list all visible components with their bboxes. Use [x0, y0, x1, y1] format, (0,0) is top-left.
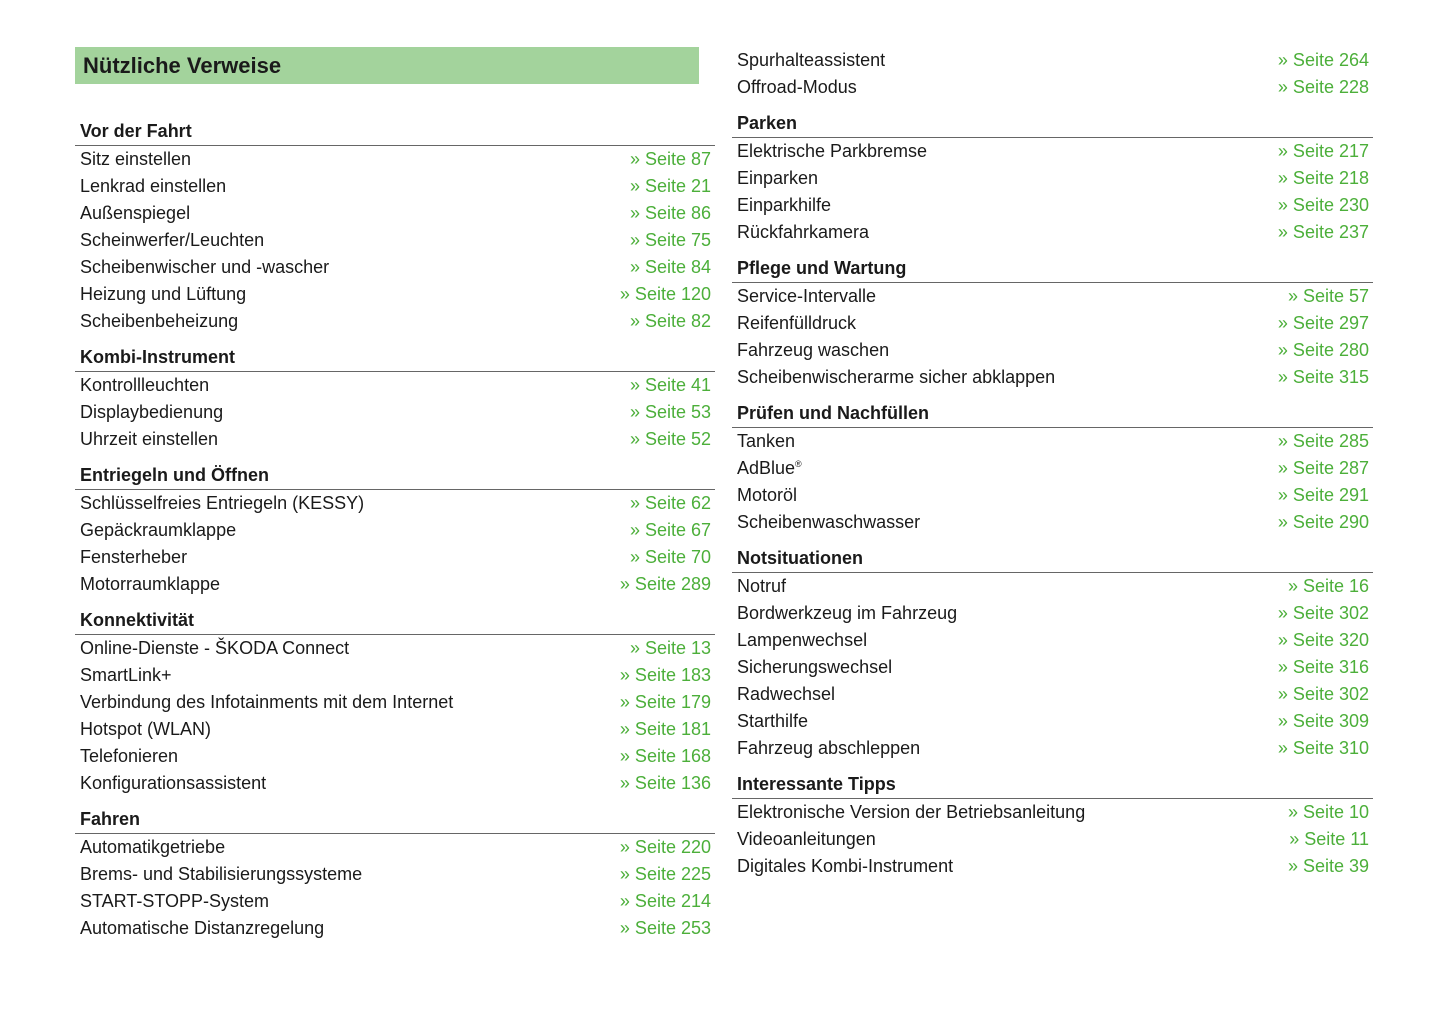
page-reference-link[interactable]: » Seite 52	[629, 429, 711, 449]
section-heading: Vor der Fahrt	[75, 118, 715, 146]
reference-row	[75, 146, 715, 173]
section-heading: Prüfen und Nachfüllen	[732, 400, 1373, 428]
reference-row	[732, 708, 1373, 735]
reference-row	[75, 571, 715, 598]
reference-label	[80, 173, 226, 200]
reference-label-text: Automatische Distanzregelung	[80, 918, 325, 938]
section-heading: Pflege und Wartung	[732, 255, 1373, 283]
reference-label-text: Starthilfe	[737, 711, 809, 731]
reference-label	[737, 735, 920, 762]
reference-label-text: Online-Dienste - ŠKODA Connect	[80, 638, 350, 658]
page-reference-link[interactable]: » Seite 183	[619, 665, 711, 685]
page-reference-link[interactable]: » Seite 302	[1277, 603, 1369, 623]
reference-label-text: Sicherungswechsel	[737, 657, 893, 677]
reference-label	[80, 544, 187, 571]
reference-row	[732, 47, 1373, 74]
reference-label-text: Scheibenwischer und -wascher	[80, 257, 330, 277]
reference-row	[732, 600, 1373, 627]
reference-label-text: Uhrzeit einstellen	[80, 429, 219, 449]
page-reference-link[interactable]: » Seite 280	[1277, 340, 1369, 360]
reference-row	[732, 482, 1373, 509]
reference-row	[732, 799, 1373, 826]
page-reference-link[interactable]: » Seite 220	[619, 837, 711, 857]
reference-row	[732, 826, 1373, 853]
reference-label-text: Lenkrad einstellen	[80, 176, 227, 196]
reference-row	[75, 770, 715, 797]
reference-label	[80, 426, 218, 453]
section-heading: Parken	[732, 110, 1373, 138]
page-reference-link[interactable]: » Seite 84	[629, 257, 711, 277]
page-reference-link[interactable]: » Seite 228	[1277, 77, 1369, 97]
reference-row	[75, 544, 715, 571]
reference-label-text: Gepäckraumklappe	[80, 520, 237, 540]
reference-row	[75, 372, 715, 399]
reference-row	[75, 861, 715, 888]
reference-label	[737, 364, 1055, 391]
reference-label	[737, 74, 857, 101]
page-reference-link[interactable]: » Seite 75	[629, 230, 711, 250]
reference-label-text: Konfigurationsassistent	[80, 773, 267, 793]
page-reference-link[interactable]: » Seite 21	[629, 176, 711, 196]
reference-label-text: Motorraumklappe	[80, 574, 221, 594]
reference-label-text: Telefonieren	[80, 746, 179, 766]
reference-label	[737, 826, 876, 853]
reference-label-text: Rückfahrkamera	[737, 222, 870, 242]
reference-row	[75, 635, 715, 662]
reference-row	[75, 662, 715, 689]
reference-label	[737, 600, 957, 627]
reference-row	[732, 627, 1373, 654]
reference-label-text: Sitz einstellen	[80, 149, 192, 169]
reference-label	[737, 219, 869, 246]
reference-label-text: Motoröl	[737, 485, 798, 505]
reference-label-text: Kontrollleuchten	[80, 375, 210, 395]
reference-row	[732, 138, 1373, 165]
page-reference-link[interactable]: » Seite 179	[619, 692, 711, 712]
reference-label-text: Offroad-Modus	[737, 77, 857, 97]
page-reference-link[interactable]: » Seite 315	[1277, 367, 1369, 387]
section-heading: Fahren	[75, 806, 715, 834]
reference-label-text: AdBlue	[737, 458, 796, 478]
page-reference-link[interactable]: » Seite 136	[619, 773, 711, 793]
reference-row	[75, 490, 715, 517]
reference-row	[75, 254, 715, 281]
reference-label-text: Digitales Kombi-Instrument	[737, 856, 954, 876]
reference-label	[737, 165, 818, 192]
reference-label	[80, 770, 266, 797]
section-heading: Notsituationen	[732, 545, 1373, 573]
reference-label-text: Spurhalteassistent	[737, 50, 886, 70]
page-reference-link[interactable]: » Seite 11	[1289, 829, 1369, 849]
reference-row	[732, 735, 1373, 762]
reference-label	[80, 834, 225, 861]
reference-row	[732, 455, 1373, 482]
reference-label-text: Scheibenbeheizung	[80, 311, 239, 331]
reference-label	[737, 853, 953, 880]
reference-label	[80, 227, 264, 254]
page-reference-link[interactable]: » Seite 287	[1277, 458, 1369, 478]
page-reference-link[interactable]: » Seite 13	[629, 638, 711, 658]
page-reference-link[interactable]: » Seite 41	[629, 375, 711, 395]
reference-row	[732, 681, 1373, 708]
reference-label-text: Displaybedienung	[80, 402, 224, 422]
reference-row	[75, 426, 715, 453]
reference-label	[80, 399, 223, 426]
page-reference-link[interactable]: » Seite 237	[1277, 222, 1369, 242]
reference-row	[75, 743, 715, 770]
reference-label	[80, 490, 364, 517]
reference-label	[737, 627, 867, 654]
reference-label	[737, 428, 795, 455]
page-reference-link[interactable]: » Seite 214	[619, 891, 711, 911]
page-reference-link[interactable]: » Seite 225	[619, 864, 711, 884]
reference-row	[75, 200, 715, 227]
reference-row	[732, 219, 1373, 246]
reference-label	[80, 888, 269, 915]
reference-label-text: Bordwerkzeug im Fahrzeug	[737, 603, 958, 623]
reference-label	[737, 47, 885, 74]
right-column	[732, 47, 1373, 880]
reference-label	[80, 200, 190, 227]
reference-label-text: Radwechsel	[737, 684, 836, 704]
page-reference-link[interactable]: » Seite 264	[1277, 50, 1369, 70]
reference-row	[75, 308, 715, 335]
page-reference-link[interactable]: » Seite 70	[629, 547, 711, 567]
reference-label	[80, 743, 178, 770]
page-reference-link[interactable]: » Seite 120	[619, 284, 711, 304]
reference-row	[75, 689, 715, 716]
page-reference-link[interactable]: » Seite 297	[1277, 313, 1369, 333]
reference-label-text: Notruf	[737, 576, 787, 596]
reference-label-text: Außenspiegel	[80, 203, 191, 223]
reference-label-text: Hotspot (WLAN)	[80, 719, 212, 739]
reference-label-text: Tanken	[737, 431, 796, 451]
reference-label	[80, 254, 329, 281]
reference-label	[80, 662, 172, 689]
page-reference-link[interactable]: » Seite 39	[1287, 856, 1369, 876]
reference-label-text: Schlüsselfreies Entriegeln (KESSY)	[80, 493, 365, 513]
reference-row	[732, 654, 1373, 681]
reference-row	[732, 192, 1373, 219]
section-heading: Interessante Tipps	[732, 771, 1373, 799]
reference-label-text: Heizung und Lüftung	[80, 284, 247, 304]
reference-label-text: Elektrische Parkbremse	[737, 141, 928, 161]
reference-label	[737, 337, 889, 364]
page-reference-link[interactable]: » Seite 320	[1277, 630, 1369, 650]
reference-label	[737, 509, 920, 536]
page-reference-link[interactable]: » Seite 10	[1287, 802, 1369, 822]
registered-mark: ®	[795, 459, 802, 469]
reference-label-text: START-STOPP-System	[80, 891, 270, 911]
page-reference-link[interactable]: » Seite 309	[1277, 711, 1369, 731]
reference-label-text: Reifenfülldruck	[737, 313, 857, 333]
reference-label	[737, 283, 876, 310]
reference-label	[80, 146, 191, 173]
reference-label	[737, 310, 856, 337]
reference-row	[732, 165, 1373, 192]
page-reference-link[interactable]: » Seite 285	[1277, 431, 1369, 451]
page-reference-link[interactable]: » Seite 230	[1277, 195, 1369, 215]
reference-label-text: Einparken	[737, 168, 819, 188]
reference-row	[75, 915, 715, 942]
page-reference-link[interactable]: » Seite 168	[619, 746, 711, 766]
page-reference-link[interactable]: » Seite 217	[1277, 141, 1369, 161]
page-reference-link[interactable]: » Seite 82	[629, 311, 711, 331]
reference-row	[732, 310, 1373, 337]
reference-label-text: Brems- und Stabilisierungssysteme	[80, 864, 363, 884]
reference-label-text: Fahrzeug waschen	[737, 340, 890, 360]
left-column	[75, 47, 715, 942]
reference-row	[75, 227, 715, 254]
page-reference-link[interactable]: » Seite 310	[1277, 738, 1369, 758]
reference-row	[732, 573, 1373, 600]
reference-label	[737, 708, 808, 735]
reference-label-text: Scheibenwischerarme sicher abklappen	[737, 367, 1056, 387]
reference-row	[732, 853, 1373, 880]
reference-label	[80, 571, 220, 598]
page-reference-link[interactable]: » Seite 289	[619, 574, 711, 594]
reference-row	[732, 283, 1373, 310]
reference-row	[732, 428, 1373, 455]
reference-row	[75, 888, 715, 915]
reference-label	[737, 799, 1085, 826]
section-heading: Konnektivität	[75, 607, 715, 635]
reference-label-text: Automatikgetriebe	[80, 837, 226, 857]
reference-label-text: Fahrzeug abschleppen	[737, 738, 921, 758]
reference-label	[80, 517, 236, 544]
reference-label-text: Videoanleitungen	[737, 829, 876, 849]
section-heading: Kombi-Instrument	[75, 344, 715, 372]
reference-row	[75, 517, 715, 544]
reference-row	[732, 337, 1373, 364]
page-reference-link[interactable]: » Seite 302	[1277, 684, 1369, 704]
page-reference-link[interactable]: » Seite 181	[619, 719, 711, 739]
section-heading: Entriegeln und Öffnen	[75, 462, 715, 490]
reference-label-text: Scheibenwaschwasser	[737, 512, 921, 532]
page-reference-link[interactable]: » Seite 316	[1277, 657, 1369, 677]
reference-row	[75, 834, 715, 861]
reference-row	[75, 281, 715, 308]
page-reference-link[interactable]: » Seite 16	[1287, 576, 1369, 596]
reference-label-text: Service-Intervalle	[737, 286, 877, 306]
page-reference-link[interactable]: » Seite 53	[629, 402, 711, 422]
reference-label	[737, 138, 927, 165]
reference-row	[75, 173, 715, 200]
page-reference-link[interactable]: » Seite 253	[619, 918, 711, 938]
reference-label	[80, 716, 211, 743]
reference-label	[737, 681, 835, 708]
page-title: Nützliche Verweise	[83, 52, 282, 78]
reference-label	[737, 573, 786, 600]
reference-label	[80, 915, 324, 942]
reference-label	[737, 482, 797, 509]
reference-row	[75, 716, 715, 743]
reference-label-text: Lampenwechsel	[737, 630, 868, 650]
page-reference-link[interactable]: » Seite 87	[629, 149, 711, 169]
reference-label	[80, 689, 453, 716]
reference-row	[732, 74, 1373, 101]
reference-row	[732, 509, 1373, 536]
reference-label-text: Verbindung des Infotainments mit dem Internet	[80, 692, 454, 712]
page-reference-link[interactable]: » Seite 290	[1277, 512, 1369, 532]
reference-label	[737, 192, 831, 219]
reference-label-text: Fensterheber	[80, 547, 188, 567]
reference-label-text: SmartLink+	[80, 665, 172, 685]
reference-label	[80, 372, 209, 399]
page-reference-link[interactable]: » Seite 67	[629, 520, 711, 540]
reference-label-text: Elektronische Version der Betriebsanleitung	[737, 802, 1086, 822]
reference-label	[80, 861, 362, 888]
reference-label	[80, 635, 349, 662]
reference-row	[732, 364, 1373, 391]
reference-label	[737, 654, 892, 681]
page-reference-link[interactable]: » Seite 218	[1277, 168, 1369, 188]
page-reference-link[interactable]: » Seite 86	[629, 203, 711, 223]
reference-label	[737, 455, 802, 482]
reference-label-text: Einparkhilfe	[737, 195, 832, 215]
reference-label	[80, 281, 246, 308]
page-reference-link[interactable]: » Seite 291	[1277, 485, 1369, 505]
reference-label	[80, 308, 238, 335]
page-reference-link[interactable]: » Seite 57	[1287, 286, 1369, 306]
reference-label-text: Scheinwerfer/Leuchten	[80, 230, 265, 250]
reference-row	[75, 399, 715, 426]
page-reference-link[interactable]: » Seite 62	[629, 493, 711, 513]
